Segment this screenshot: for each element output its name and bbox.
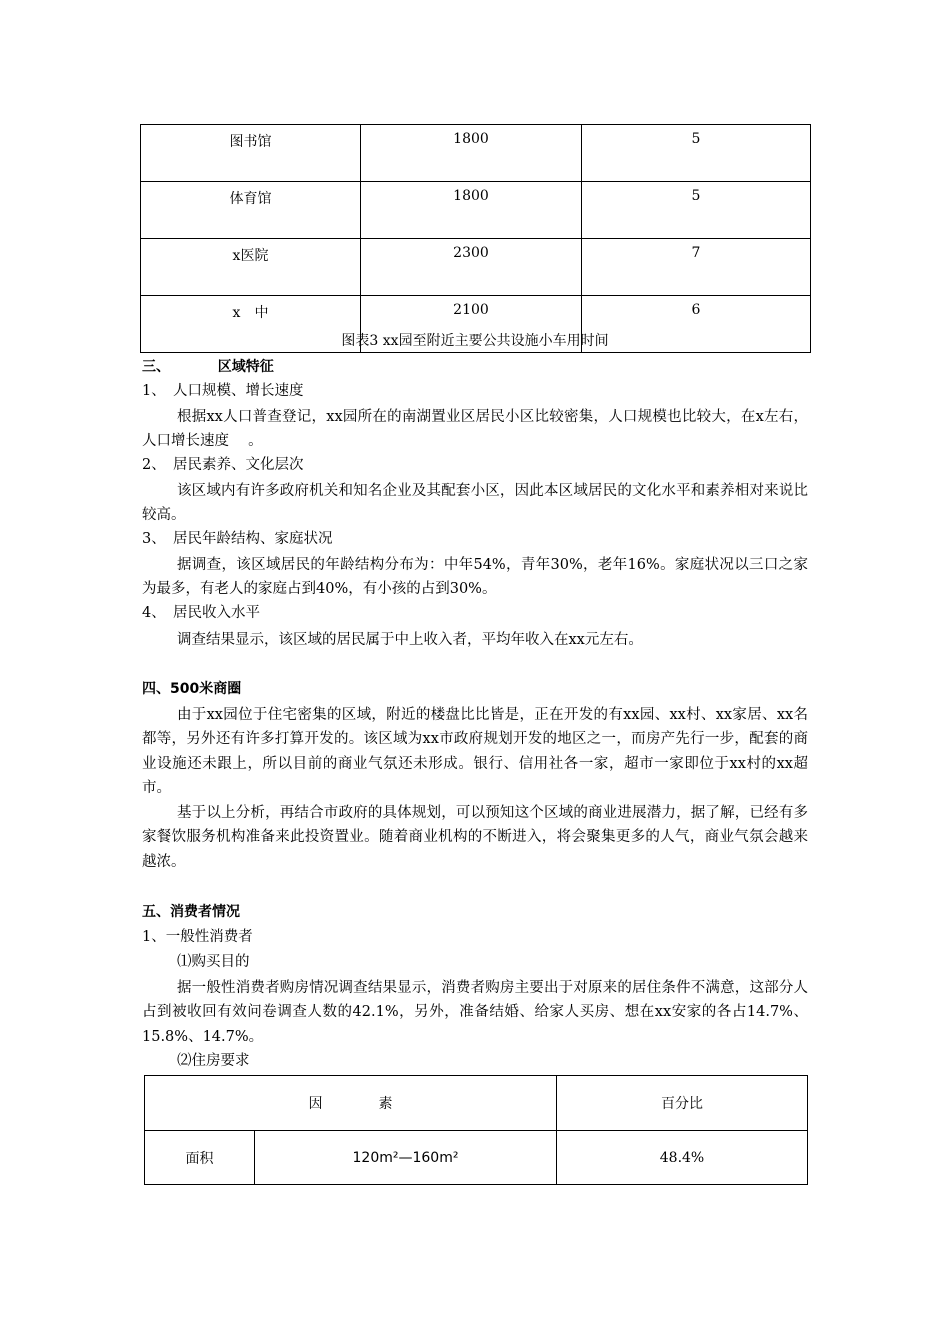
section-4-heading: 四、500米商圈 (142, 681, 242, 697)
section-5-heading: 五、消费者情况 (142, 904, 240, 920)
facility-minutes: 7 (582, 239, 811, 296)
facility-minutes: 5 (582, 182, 811, 239)
facility-time-table (140, 124, 811, 353)
paragraph: 基于以上分析，再结合市政府的具体规划，可以预知这个区域的商业进展潜力，据了解，已经有多家餐饮服务机构准备来此投资置业。随着商业机构的不断进入，将会聚集更多的人气，商业气氛会越来越浓。 (142, 805, 808, 870)
subsection-title: 3、 居民年龄结构、家庭状况 (142, 531, 333, 547)
facility-minutes: 5 (582, 125, 811, 182)
header-percent: 百分比 (557, 1076, 808, 1131)
list-item: ⑴购买目的 (177, 954, 250, 970)
table-row (141, 125, 811, 182)
header-factor: 因 素 (145, 1076, 557, 1131)
facility-name: 体育馆 (141, 182, 361, 239)
subsection-title: 4、 居民收入水平 (142, 605, 260, 621)
table-row (145, 1131, 808, 1185)
facility-name: x 中 (141, 296, 361, 353)
row-label: 面积 (145, 1131, 255, 1185)
facility-name: 图书馆 (141, 125, 361, 182)
section-3-number: 三、 (142, 359, 170, 375)
table-row (141, 239, 811, 296)
facility-distance: 1800 (361, 125, 582, 182)
row-percent: 48.4% (557, 1131, 808, 1185)
table-row (145, 1076, 808, 1131)
subsection-title: 1、 人口规模、增长速度 (142, 383, 304, 399)
paragraph: 调查结果显示，该区域的居民属于中上收入者，平均年收入在xx元左右。 (177, 632, 643, 648)
list-item: ⑵住房要求 (177, 1053, 250, 1069)
table-caption: 图表3 xx园至附近主要公共设施小车用时间 (341, 333, 609, 349)
facility-minutes: 6 (582, 296, 811, 353)
facility-distance: 2100 (361, 296, 582, 353)
facility-distance: 1800 (361, 182, 582, 239)
housing-requirements-table (144, 1075, 808, 1185)
section-3-heading (142, 357, 274, 377)
subsection-title: 2、 居民素养、文化层次 (142, 457, 304, 473)
paragraph: 据一般性消费者购房情况调查结果显示，消费者购房主要出于对原来的居住条件不满意，这部分人占到被收回有效问卷调查人数的42.1%，另外，准备结婚、给家人买房、想在xx安家的各占14.7%、15.8%、14.7%。 (142, 980, 808, 1045)
paragraph: 根据xx人口普查登记，xx园所在的南湖置业区居民小区比较密集，人口规模也比较大，在x左右，人口增长速度 。 (142, 409, 808, 450)
section-3-title: 区域特征 (217, 359, 274, 375)
paragraph: 据调查，该区域居民的年龄结构分布为：中年54%，青年30%，老年16%。家庭状况以三口之家为最多，有老人的家庭占到40%，有小孩的占到30%。 (142, 557, 808, 598)
facility-distance: 2300 (361, 239, 582, 296)
row-range: 120m²—160m² (255, 1131, 557, 1185)
subsection-title: 1、一般性消费者 (142, 929, 253, 945)
paragraph: 该区域内有许多政府机关和知名企业及其配套小区，因此本区域居民的文化水平和素养相对来说比较高。 (142, 483, 808, 524)
facility-name: x医院 (141, 239, 361, 296)
table-row (141, 182, 811, 239)
paragraph: 由于xx园位于住宅密集的区域，附近的楼盘比比皆是，正在开发的有xx园、xx村、xx家居、xx名都等，另外还有许多打算开发的。该区域为xx市政府规划开发的地区之一，而房产先行一步，配套的商业设施还未跟上，所以目前的商业气氛还未形成。银行、信用社各一家，超市一家即位于xx村的xx超市。 (142, 707, 808, 796)
